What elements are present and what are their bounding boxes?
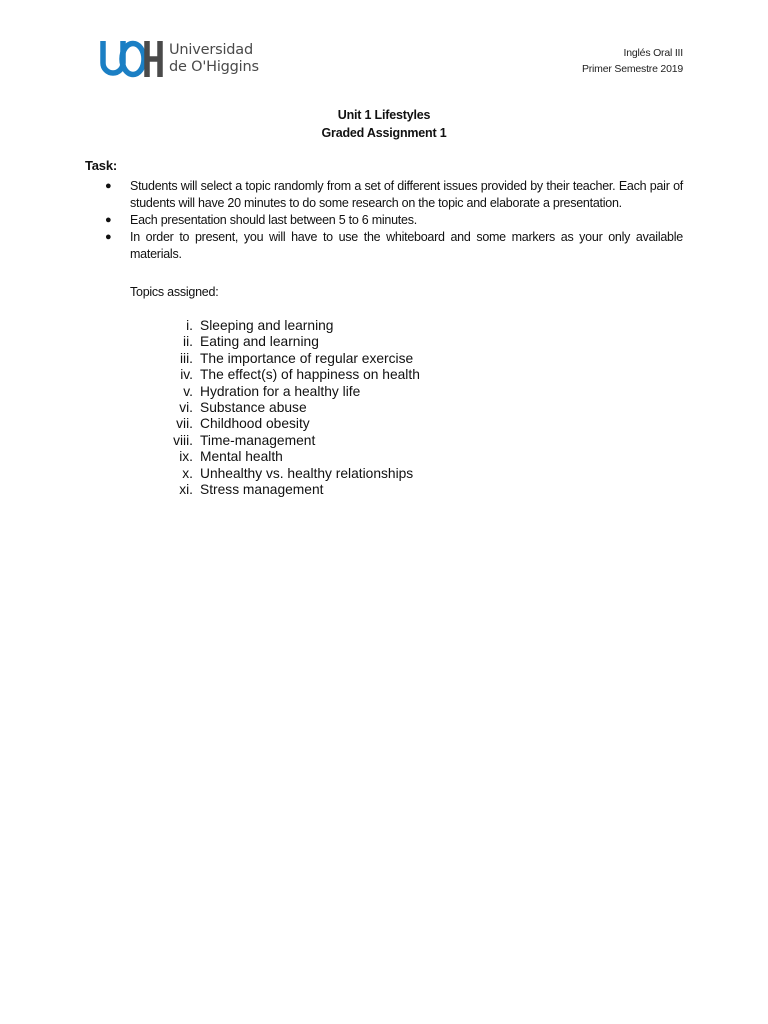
topic-number: ii.: [183, 334, 193, 350]
topic-item: [150, 367, 420, 383]
course-info: [582, 46, 683, 77]
topic-number: iii.: [179, 350, 193, 366]
topic-text: Childhood obesity: [200, 416, 310, 432]
logo-wordmark: [169, 42, 259, 76]
topic-number: vii.: [176, 416, 193, 432]
topic-text: The effect(s) of happiness on health: [200, 367, 420, 383]
logo-line-1: Universidad: [169, 42, 253, 58]
topic-number: i.: [186, 318, 193, 333]
list-item: [105, 178, 683, 212]
topic-text: Substance abuse: [200, 400, 307, 416]
university-logo: [100, 39, 259, 79]
topic-number: x.: [182, 465, 193, 481]
task-bullet-list: [105, 178, 683, 263]
topic-number: xi.: [179, 482, 193, 498]
uoh-logo-mark-icon: [100, 39, 163, 79]
list-item: [105, 212, 683, 229]
document-title: [0, 107, 768, 142]
topic-item: [150, 433, 420, 449]
topic-text: Unhealthy vs. healthy relationships: [200, 465, 414, 481]
topic-number: vi.: [179, 400, 193, 416]
topic-number: v.: [183, 383, 193, 399]
topic-number: iv.: [180, 367, 193, 383]
bullet-text: Students will select a topic randomly from a set of different issues provided by their teacher. Each pair of students will have 20 minutes to do some research on the topic and elaborate a presentation.: [130, 179, 683, 210]
topic-item: [150, 466, 420, 482]
bullet-text: Each presentation should last between 5 to 6 minutes.: [130, 213, 417, 227]
list-item: [105, 229, 683, 263]
course-name: Inglés Oral III: [623, 47, 683, 59]
topic-item: [150, 400, 420, 416]
bullet-icon: ●: [105, 231, 112, 243]
topic-text: Time-management: [200, 432, 316, 448]
topic-item: [150, 482, 420, 498]
bullet-icon: ●: [105, 180, 112, 192]
topic-text: Mental health: [200, 449, 283, 465]
semester: Primer Semestre 2019: [581, 62, 683, 75]
topic-number: ix.: [179, 449, 193, 465]
topics-label: Topics assigned:: [130, 285, 219, 299]
bullet-text: In order to present, you will have to use the whiteboard and some markers as your only available materials.: [130, 230, 683, 261]
topic-number: viii.: [173, 432, 193, 448]
task-heading: Task:: [85, 158, 117, 173]
title-line-1: Unit 1 Lifestyles: [337, 108, 431, 122]
topic-text: Sleeping and learning: [200, 318, 334, 333]
topic-item: [150, 334, 420, 350]
topic-text: Eating and learning: [200, 334, 319, 350]
topic-text: Hydration for a healthy life: [200, 383, 361, 399]
topic-item: [150, 384, 420, 400]
title-line-2: Graded Assignment 1: [321, 125, 447, 140]
topic-text: Stress management: [200, 482, 324, 498]
logo-line-2: de O'Higgins: [169, 59, 259, 75]
topic-item: [150, 351, 420, 367]
topic-text: The importance of regular exercise: [200, 350, 414, 366]
bullet-icon: ●: [105, 214, 112, 226]
topic-item: [150, 416, 420, 432]
topics-list: [150, 318, 420, 498]
topic-item: [150, 449, 420, 465]
topic-item: [150, 318, 420, 334]
